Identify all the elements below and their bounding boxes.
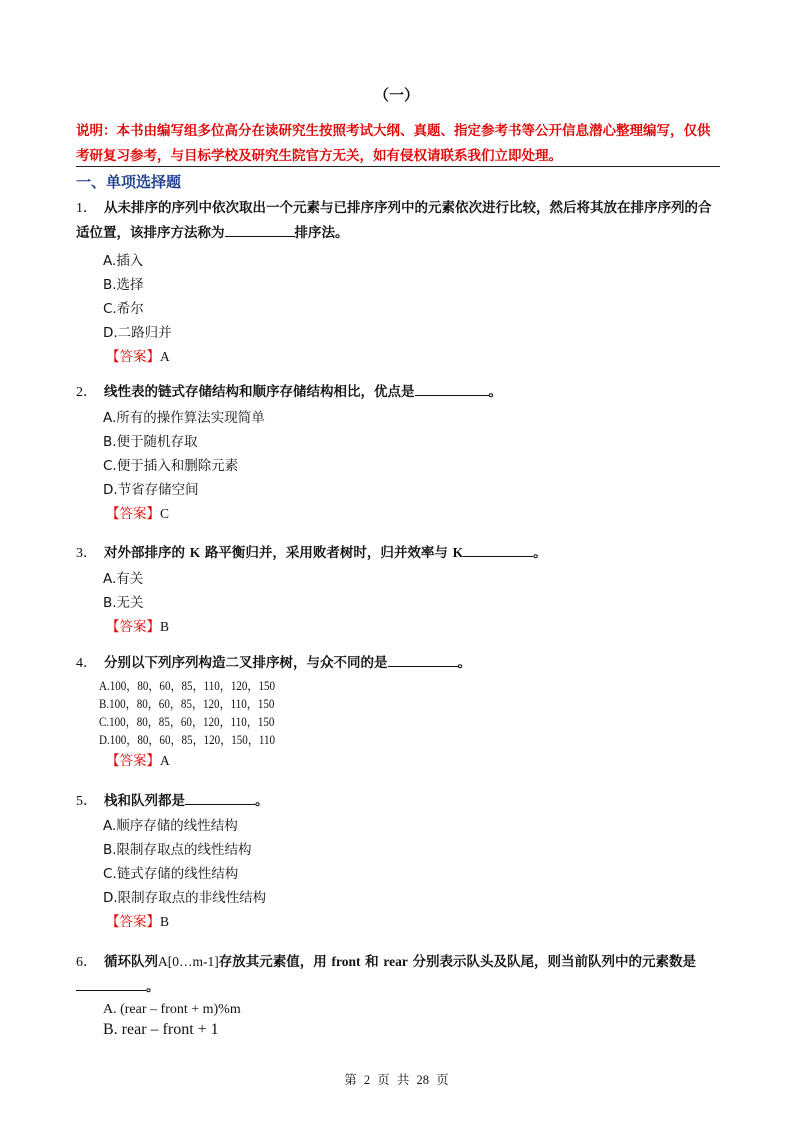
question-3-text: 3． 对外部排序的 K 路平衡归并，采用败者树时，归并效率与 K 。 xyxy=(76,540,720,566)
answer-tag: 【答案】 xyxy=(106,506,160,522)
answer-value: A xyxy=(160,349,170,364)
answer-value: A xyxy=(160,753,170,768)
option-b: B.选择 xyxy=(103,277,144,293)
answer-tag: 【答案】 xyxy=(106,914,160,930)
answer-blank xyxy=(185,790,255,805)
page-title: （一） xyxy=(373,86,419,104)
option-b: B.便于随机存取 xyxy=(103,434,198,450)
question-1 xyxy=(76,196,720,369)
divider-line xyxy=(76,166,720,167)
option-c: C.100，80，85，60，120，110，150 xyxy=(98,714,275,729)
section-heading: 一、单项选择题 xyxy=(76,173,182,191)
question-number: 5． xyxy=(76,794,97,809)
option-a: A. (rear – front + m)%m xyxy=(103,1002,241,1017)
option-a: A.插入 xyxy=(103,253,144,269)
question-3 xyxy=(76,540,720,639)
answer-tag: 【答案】 xyxy=(106,349,160,365)
question-2-text: 2． 线性表的链式存储结构和顺序存储结构相比，优点是 。 xyxy=(76,380,720,405)
answer-tag: 【答案】 xyxy=(106,753,160,769)
question-5 xyxy=(76,789,720,934)
option-a: A.顺序存储的线性结构 xyxy=(103,818,238,834)
question-4 xyxy=(76,651,720,773)
option-b: B.限制存取点的线性结构 xyxy=(103,842,252,858)
question-number: 6． xyxy=(76,955,97,970)
question-6-text: 6． 循环队列A[0…m-1]存放其元素值，用 front 和 rear 分别表示队头及队尾，则当前队列中的元素数是 。 xyxy=(76,949,720,1000)
answer-blank xyxy=(463,542,533,557)
answer-blank xyxy=(225,222,295,237)
answer-value: B xyxy=(160,619,170,634)
question-1-text: 1． 从未排序的序列中依次取出一个元素与已排序序列中的元素依次进行比较，然后将其放在排序序列的合适位置，该排序方法称为 排序法。 xyxy=(76,196,720,246)
option-d: D.限制存取点的非线性结构 xyxy=(103,890,267,906)
answer-value: C xyxy=(160,506,170,521)
answer-tag: 【答案】 xyxy=(106,619,160,635)
option-a: A.所有的操作算法实现简单 xyxy=(103,410,265,426)
answer-line xyxy=(76,345,720,369)
question-number: 2． xyxy=(76,385,97,400)
option-c: C.链式存储的线性结构 xyxy=(103,866,239,882)
option-c: C.便于插入和删除元素 xyxy=(103,458,239,474)
question-number: 4． xyxy=(76,656,97,671)
question-number: 1． xyxy=(76,201,97,216)
question-4-text: 4． 分别以下列序列构造二叉排序树，与众不同的是 。 xyxy=(76,651,720,676)
answer-value: B xyxy=(160,914,170,929)
question-number: 3． xyxy=(76,546,97,561)
option-a: A.100，80，60，85，110，120，150 xyxy=(98,678,276,693)
question-2 xyxy=(76,380,720,526)
option-d: D.二路归并 xyxy=(103,325,172,341)
question-5-text: 5． 栈和队列都是 。 xyxy=(76,789,720,814)
page-footer: 第 2 页 共 28 页 xyxy=(344,1073,449,1087)
disclaimer-notice: 说明：本书由编写组多位高分在读研究生按照考试大纲、真题、指定参考书等公开信息潜心整理编写，仅供考研复习参考，与目标学校及研究生院官方无关，如有侵权请联系我们立即处理。 xyxy=(76,123,711,164)
option-c: C.希尔 xyxy=(103,301,144,317)
option-a: A.有关 xyxy=(103,571,144,587)
answer-line xyxy=(76,502,720,526)
option-d: D.100，80，60，85，120，150，110 xyxy=(98,732,276,747)
answer-blank xyxy=(76,976,146,991)
option-b: B.无关 xyxy=(103,595,144,611)
option-d: D.节省存储空间 xyxy=(103,482,199,498)
answer-blank xyxy=(388,652,458,667)
answer-line xyxy=(76,910,720,934)
option-b: B. rear – front + 1 xyxy=(103,1021,219,1038)
answer-line xyxy=(76,749,720,773)
question-6 xyxy=(76,949,720,1040)
answer-blank xyxy=(415,381,489,396)
answer-line xyxy=(76,615,720,639)
option-b: B.100，80，60，85，120，110，150 xyxy=(98,696,275,711)
